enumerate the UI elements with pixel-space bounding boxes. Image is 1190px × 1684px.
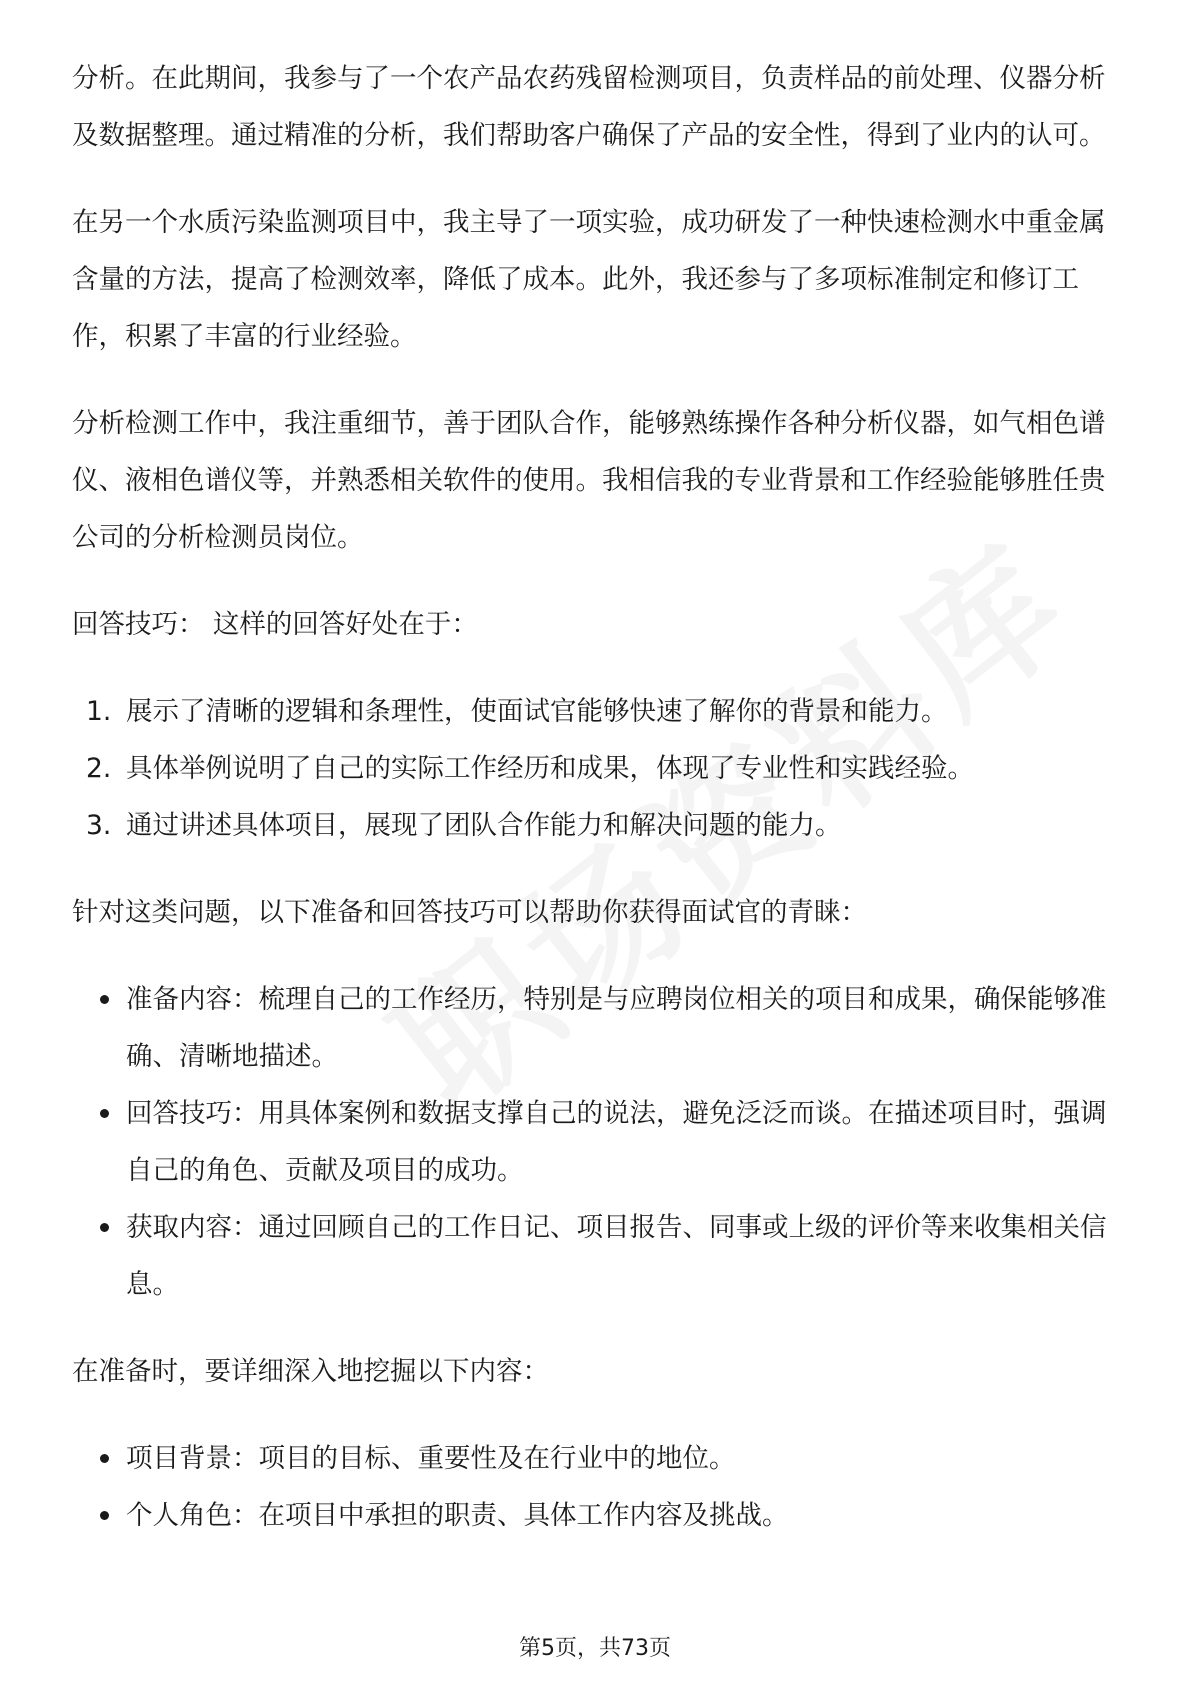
numbered-list	[72, 683, 1122, 854]
bullet-icon	[100, 1109, 109, 1118]
paragraph: 分析。在此期间，我参与了一个农产品农药残留检测项目，负责样品的前处理、仪器分析及数据整理。通过精准的分析，我们帮助客户确保了产品的安全性，得到了业内的认可。	[72, 63, 1106, 151]
bullet-icon	[100, 1454, 109, 1463]
list-item	[72, 971, 1122, 1085]
list-number: 1.	[86, 696, 112, 727]
list-item	[72, 1487, 1122, 1544]
prep-bullet-list	[72, 971, 1122, 1313]
tips-heading: 回答技巧： 这样的回答好处在于：	[72, 609, 478, 640]
list-number: 3.	[86, 810, 112, 841]
list-item-text: 具体举例说明了自己的实际工作经历和成果，体现了专业性和实践经验。	[126, 753, 974, 784]
list-item	[72, 1430, 1122, 1487]
list-item-text: 展示了清晰的逻辑和条理性，使面试官能够快速了解你的背景和能力。	[126, 696, 948, 727]
document-body	[72, 50, 1122, 1574]
page-number-footer: 第5页，共73页	[519, 1636, 671, 1661]
list-item-text: 通过讲述具体项目，展现了团队合作能力和解决问题的能力。	[126, 810, 842, 841]
list-item-text: 获取内容：通过回顾自己的工作日记、项目报告、同事或上级的评价等来收集相关信息。	[126, 1212, 1107, 1300]
list-number: 2.	[86, 753, 112, 784]
list-item-text: 项目背景：项目的目标、重要性及在行业中的地位。	[126, 1443, 736, 1474]
bullet-icon	[100, 1511, 109, 1520]
bullet-icon	[100, 995, 109, 1004]
list-item	[72, 740, 1122, 797]
list-item-text: 准备内容：梳理自己的工作经历，特别是与应聘岗位相关的项目和成果，确保能够准确、清晰地描述。	[126, 984, 1107, 1072]
list-item-text: 回答技巧：用具体案例和数据支撑自己的说法，避免泛泛而谈。在描述项目时，强调自己的角色、贡献及项目的成功。	[126, 1098, 1107, 1186]
paragraph: 分析检测工作中，我注重细节，善于团队合作，能够熟练操作各种分析仪器，如气相色谱仪、液相色谱仪等，并熟悉相关软件的使用。我相信我的专业背景和工作经验能够胜任贵公司的分析检测员岗位。	[72, 408, 1106, 553]
prep-heading: 针对这类问题，以下准备和回答技巧可以帮助你获得面试官的青睐：	[72, 897, 867, 928]
list-item	[72, 797, 1122, 854]
paragraph: 在另一个水质污染监测项目中，我主导了一项实验，成功研发了一种快速检测水中重金属含量的方法，提高了检测效率，降低了成本。此外，我还参与了多项标准制定和修订工作，积累了丰富的行业经验。	[72, 207, 1106, 352]
bullet-icon	[100, 1223, 109, 1232]
list-item-text: 个人角色：在项目中承担的职责、具体工作内容及挑战。	[126, 1500, 789, 1531]
dig-bullet-list	[72, 1430, 1122, 1544]
dig-heading: 在准备时，要详细深入地挖掘以下内容：	[72, 1356, 549, 1387]
list-item	[72, 1085, 1122, 1199]
list-item	[72, 683, 1122, 740]
list-item	[72, 1199, 1122, 1313]
